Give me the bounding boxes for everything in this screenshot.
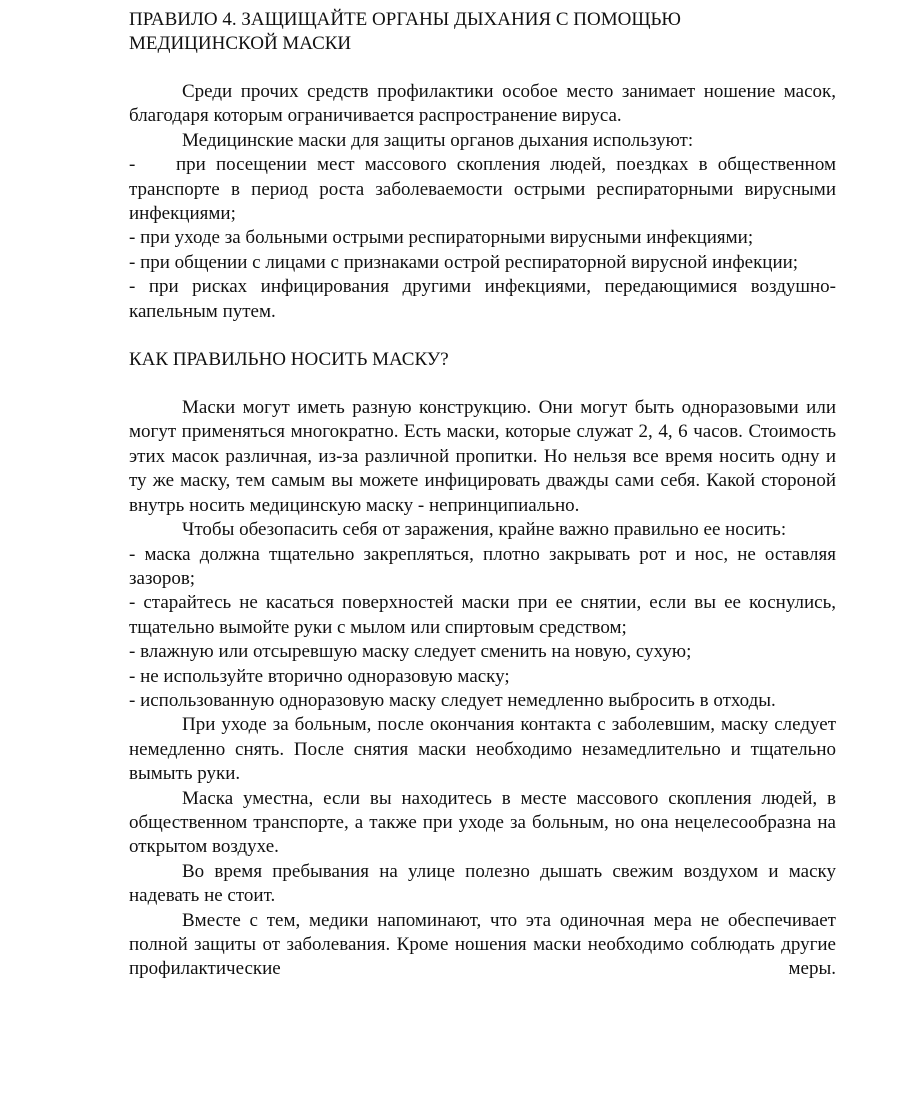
intro-paragraph-2: Медицинские маски для защиты органов дыхания используют: — [182, 129, 694, 151]
rule-heading-line-2: МЕДИЦИНСКОЙ МАСКИ — [129, 33, 352, 54]
intro-paragraph-1: Среди прочих средств профилактики особое место занимает ношение масок, благодаря которым ограничивается распространение вируса. — [129, 81, 836, 127]
spacer — [129, 56, 836, 80]
section-paragraph-3: При уходе за больным, после окончания контакта с заболевшим, маску следует немедленно снять. После снятия маски необходимо незамедлительно и тщательно вымыть руки. — [129, 714, 836, 785]
section-paragraph-2: Чтобы обезопасить себя от заражения, крайне важно правильно ее носить: — [182, 519, 787, 541]
intro-list-item: - при уходе за больными острыми респираторными вирусными инфекциями; — [129, 227, 754, 249]
spacer — [129, 372, 836, 396]
rule-heading — [129, 8, 836, 56]
intro-list-item: - при рисках инфицирования другими инфекциями, передающимися воздушно-капельным путем. — [129, 276, 836, 322]
rule-heading-line-1: ПРАВИЛО 4. ЗАЩИЩАЙТЕ ОРГАНЫ ДЫХАНИЯ С ПОМОЩЬЮ — [129, 9, 681, 30]
section-paragraph-6: Вместе с тем, медики напоминают, что эта одиночная мера не обеспечивает полной защиты от заболевания. Кроме ношения маски необходимо соблюдать другие профилактические меры. — [129, 909, 836, 980]
spacer — [129, 324, 836, 348]
section-list-item: - не используйте вторично одноразовую маску; — [129, 665, 510, 687]
section-paragraph-1: Маски могут иметь разную конструкцию. Они могут быть одноразовыми или могут применяться многократно. Есть маски, которые служат 2, 4, 6 часов. Стоимость этих масок различная, из-за различной пропитки. Но нельзя все время носить одну и ту же маску, тем самым вы можете инфицировать дважды сами себя. Какой стороной внутрь носить медицинскую маску - непринципиально. — [129, 397, 836, 516]
section-paragraph-5: Во время пребывания на улице полезно дышать свежим воздухом и маску надевать не стоит. — [129, 860, 836, 907]
section-list-item: - маска должна тщательно закрепляться, плотно закрывать рот и нос, не оставляя зазоров; — [129, 543, 836, 589]
section-paragraph-4: Маска уместна, если вы находитесь в месте массового скопления людей, в общественном транспорте, а также при уходе за больным, но она нецелесообразна на открытом воздухе. — [129, 787, 836, 858]
section-list-item: - влажную или отсыревшую маску следует сменить на новую, сухую; — [129, 641, 692, 663]
section-list-item: - использованную одноразовую маску следует немедленно выбросить в отходы. — [129, 689, 776, 711]
section-heading: КАК ПРАВИЛЬНО НОСИТЬ МАСКУ? — [129, 349, 449, 371]
section-list-item: - старайтесь не касаться поверхностей маски при ее снятии, если вы ее коснулись, тщательно вымойте руки с мылом или спиртовым средством; — [129, 592, 836, 638]
intro-list-item: - при общении с лицами с признаками острой респираторной вирусной инфекции; — [129, 251, 799, 273]
intro-list-item: - при посещении мест массового скопления людей, поездках в общественном транспорте в период роста заболеваемости острыми респираторными вирусными инфекциями; — [129, 154, 841, 225]
